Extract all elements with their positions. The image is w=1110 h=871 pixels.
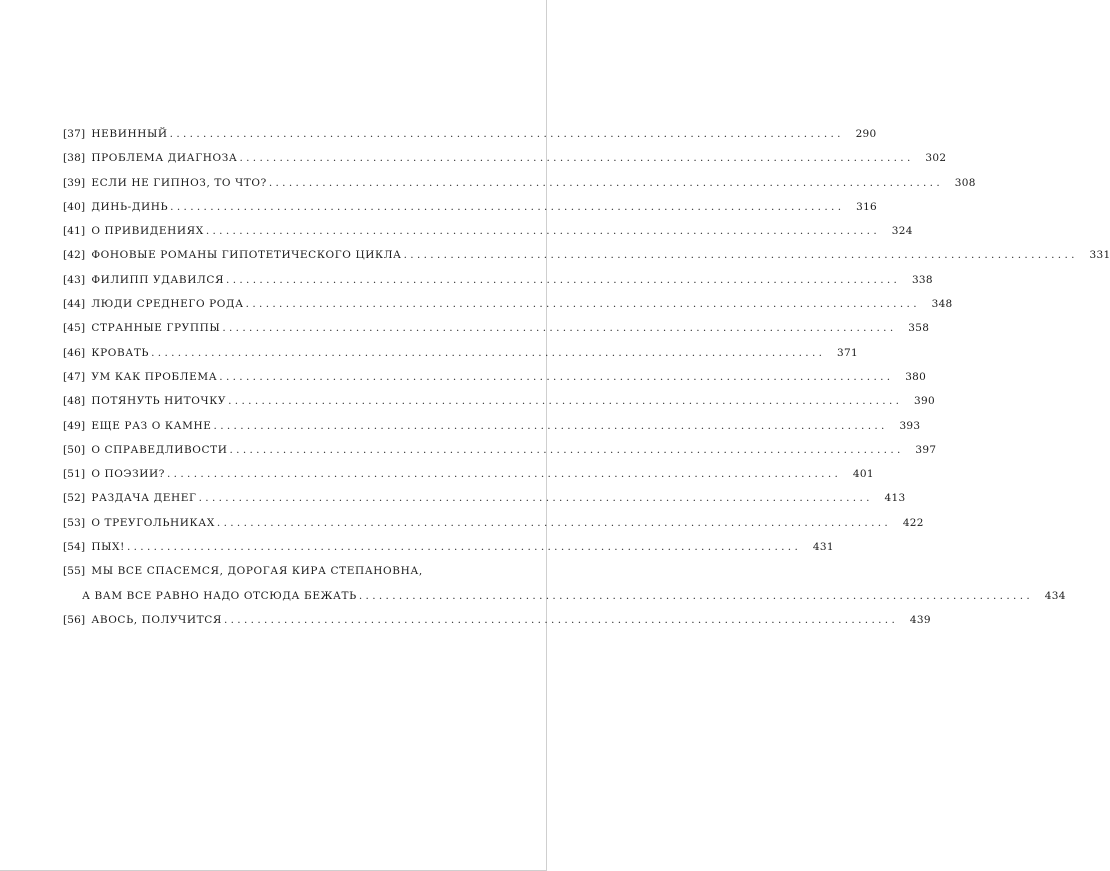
dot-leader [219,365,890,389]
toc-row [63,414,921,438]
toc-row [63,462,874,486]
dot-leader [170,122,841,146]
chapter-title: ЕСЛИ НЕ ГИПНОЗ, ТО ЧТО? [91,176,267,189]
chapter-number: [50] [63,443,86,456]
chapter-number: [43] [63,273,86,286]
chapter-title: НЕВИННЫЙ [91,128,168,140]
dot-leader [269,171,940,195]
chapter-number: [51] [63,468,86,481]
chapter-number: [47] [63,370,86,383]
toc-row [63,268,933,292]
toc-row [63,341,858,365]
dot-leader [359,584,1030,608]
chapter-title: АВОСЬ, ПОЛУЧИТСЯ [91,613,222,626]
toc-row [63,365,927,389]
dot-leader [170,195,841,219]
dot-leader [246,292,917,316]
toc-row [63,486,906,510]
dot-leader [167,462,838,486]
toc-row-first-line [63,559,448,583]
chapter-title: ПЫХ! [91,541,125,554]
page-number: 308 [954,176,976,189]
chapter-number: [53] [63,516,86,529]
chapter-number: [44] [63,298,86,311]
chapter-title: О ПРИВИДЕНИЯХ [91,225,204,238]
chapter-number: [49] [63,419,86,432]
toc-row [63,146,947,170]
chapter-title: ЛЮДИ СРЕДНЕГО РОДА [91,298,244,311]
toc-row [63,511,924,535]
page-number: 390 [914,395,935,408]
toc-entry [63,511,924,535]
chapter-number: [37] [63,128,86,140]
toc-row [63,243,1110,267]
page-number: 338 [911,273,933,286]
toc-entry [63,608,931,632]
chapter-title: ПОТЯНУТЬ НИТОЧКУ [91,395,227,408]
chapter-number: [48] [63,395,86,408]
chapter-title: ЕЩЕ РАЗ О КАМНЕ [91,419,212,432]
page-number: 331 [1089,249,1110,262]
page-number: 431 [812,541,834,554]
chapter-number: [40] [63,200,86,213]
chapter-number: [39] [63,176,86,189]
toc-entry [63,341,858,365]
toc-entry [63,462,874,486]
toc-entry [63,316,930,340]
chapter-title: УМ КАК ПРОБЛЕМА [91,370,218,383]
page-number: 439 [909,613,931,626]
page-number: 422 [902,516,924,529]
chapter-title: МЫ ВСЕ СПАСЕМСЯ, ДОРОГАЯ КИРА СТЕПАНОВНА, [91,565,423,578]
page-number: 401 [852,468,874,481]
page-number: 358 [908,322,930,335]
toc-entry [63,122,877,146]
page-number: 324 [891,225,913,238]
table-of-contents [63,122,1110,632]
chapter-number: [45] [63,322,86,335]
chapter-title: СТРАННЫЕ ГРУППЫ [91,322,221,335]
dot-leader [151,341,822,365]
dot-leader [229,438,900,462]
chapter-number: [56] [63,613,86,626]
toc-entry [63,486,906,510]
chapter-title: ФОНОВЫЕ РОМАНЫ ГИПОТЕТИЧЕСКОГО ЦИКЛА [91,249,402,262]
page-number: 413 [884,492,906,505]
chapter-number: [41] [63,225,86,238]
dot-leader [217,511,888,535]
chapter-number: [46] [63,346,86,359]
chapter-title: ДИНЬ-ДИНЬ [91,200,169,213]
page-number: 290 [855,128,877,140]
toc-row [63,122,877,146]
toc-entry [63,219,913,243]
chapter-number: [54] [63,541,86,554]
page-number: 434 [1044,589,1066,602]
chapter-title: КРОВАТЬ [91,346,150,359]
chapter-title: О ПОЭЗИИ? [91,468,165,481]
toc-entry [63,171,976,195]
toc-entry [63,414,921,438]
dot-leader [226,268,897,292]
dot-leader [404,243,1075,267]
toc-row [63,195,878,219]
toc-entry [63,195,878,219]
dot-leader [206,219,877,243]
chapter-title: О СПРАВЕДЛИВОСТИ [91,443,228,456]
page-number: 393 [899,419,921,432]
chapter-number: [42] [63,249,86,262]
dot-leader [199,486,870,510]
dot-leader [127,535,798,559]
toc-entry [63,292,953,316]
toc-entry [63,438,937,462]
chapter-title: РАЗДАЧА ДЕНЕГ [91,492,197,505]
toc-row [63,438,937,462]
toc-entry [63,535,834,559]
dot-leader [224,608,895,632]
toc-entry [63,365,927,389]
toc-entry [63,389,935,413]
page-number: 397 [915,443,937,456]
toc-row-continuation [63,584,1066,608]
page-number: 316 [856,200,878,213]
toc-entry [63,268,933,292]
toc-entry [63,559,1066,608]
toc-row [63,316,930,340]
toc-row [63,535,834,559]
chapter-title: ФИЛИПП УДАВИЛСЯ [91,273,225,286]
page-number: 371 [837,346,858,359]
page-number: 348 [931,298,953,311]
toc-row [63,219,913,243]
toc-row [63,389,935,413]
chapter-number: [55] [63,565,86,578]
toc-entry [63,146,947,170]
toc-row [63,292,953,316]
toc-entry [63,243,1110,267]
chapter-title: О ТРЕУГОЛЬНИКАХ [91,516,215,529]
toc-row [63,608,931,632]
chapter-number: [38] [63,152,86,165]
dot-leader [228,389,899,413]
dot-leader [222,316,893,340]
dot-leader [214,414,885,438]
page-number: 302 [925,152,947,165]
chapter-title-continuation: А ВАМ ВСЕ РАВНО НАДО ОТСЮДА БЕЖАТЬ [82,589,357,602]
dot-leader [239,146,910,170]
toc-row [63,171,976,195]
chapter-title: ПРОБЛЕМА ДИАГНОЗА [91,152,238,165]
page-number: 380 [905,370,927,383]
chapter-number: [52] [63,492,86,505]
